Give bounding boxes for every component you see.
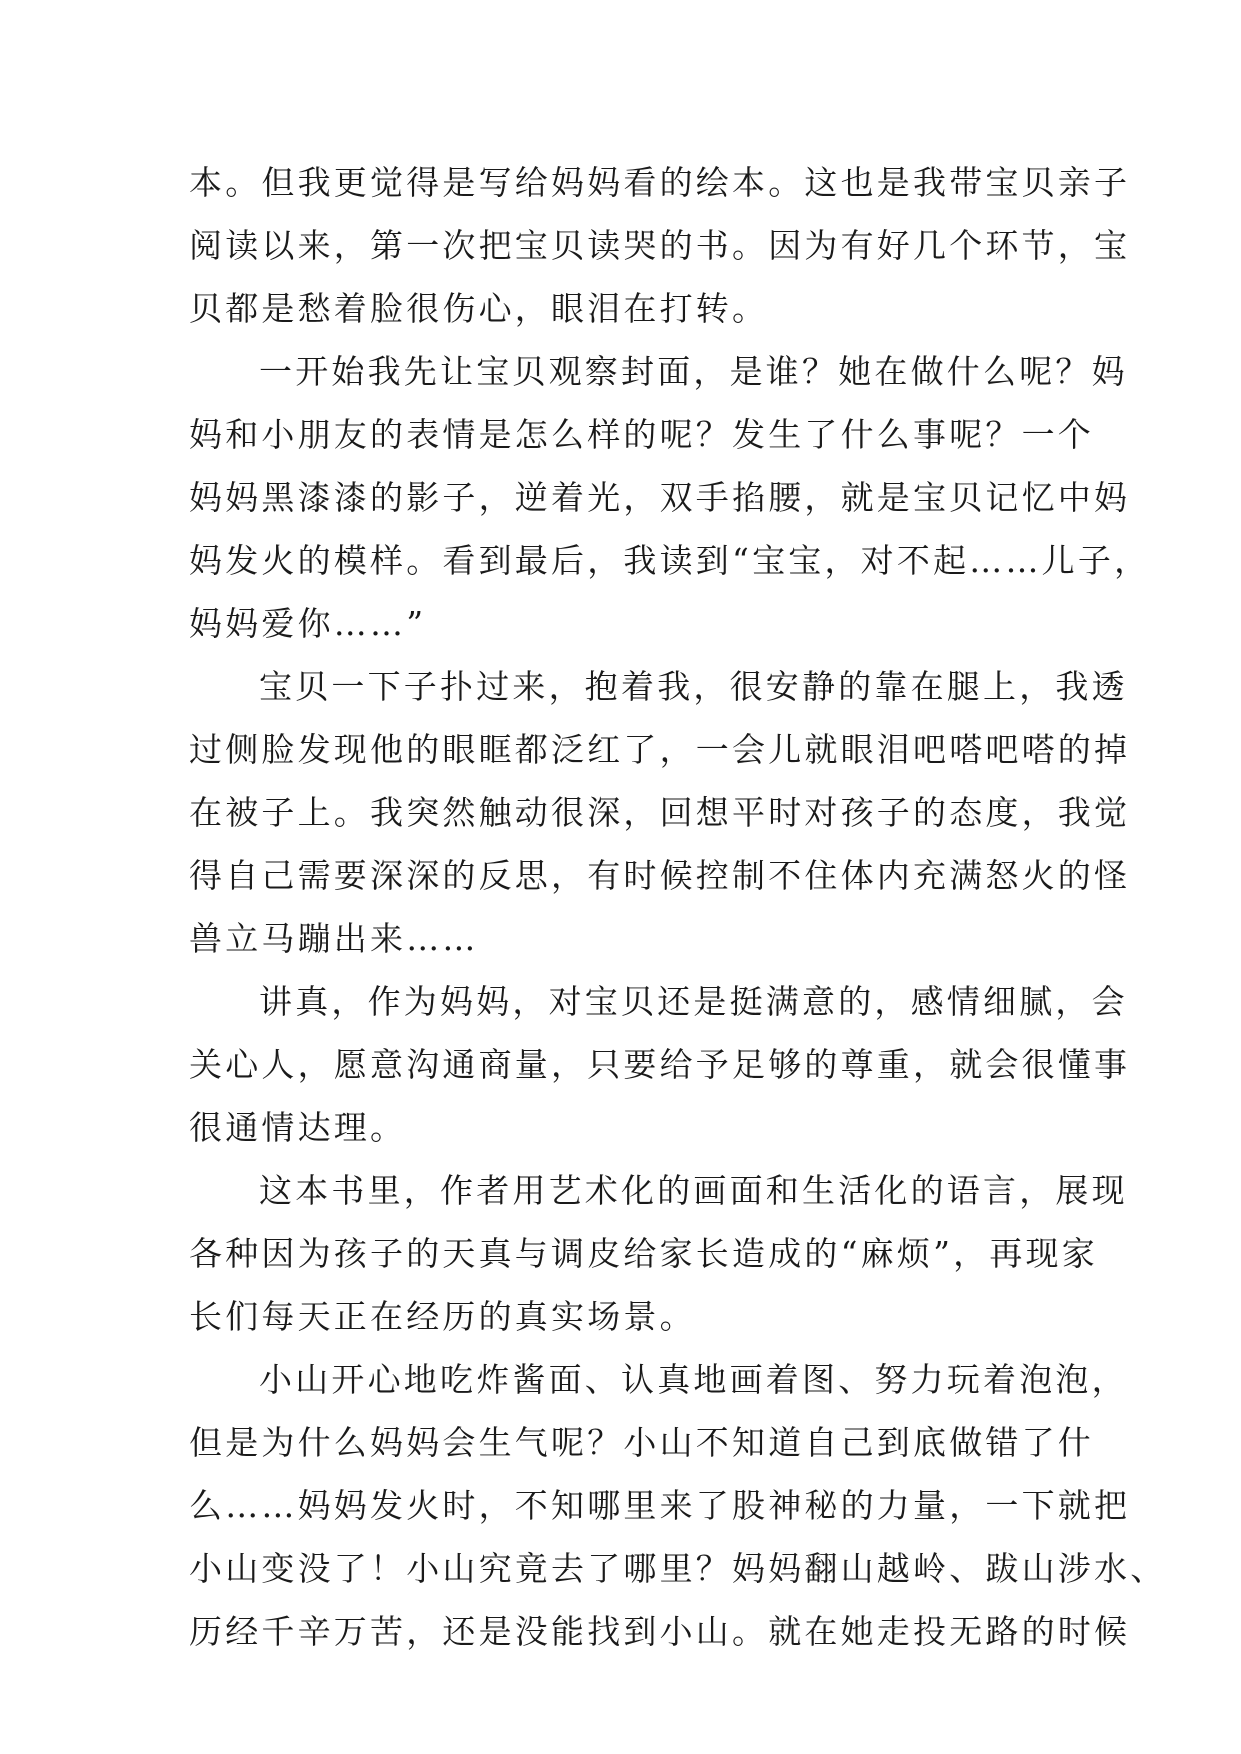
text-line: 历经千辛万苦，还是没能找到小山。就在她走投无路的时候	[189, 1612, 1131, 1651]
text-line: 么……妈妈发火时，不知哪里来了股神秘的力量，一下就把	[189, 1486, 1131, 1525]
text-line: 很通情达理。	[189, 1108, 407, 1147]
text-line: 宝贝一下子扑过来，抱着我，很安静的靠在腿上，我透	[259, 667, 1128, 706]
paragraph	[189, 151, 1131, 340]
text-line: 过侧脸发现他的眼眶都泛红了，一会儿就眼泪吧嗒吧嗒的掉	[189, 730, 1131, 769]
paragraph	[189, 655, 1131, 970]
text-line: 长们每天正在经历的真实场景。	[189, 1297, 696, 1336]
text-line: 妈妈黑漆漆的影子，逆着光，双手掐腰，就是宝贝记忆中妈	[189, 478, 1131, 517]
text-line: 一开始我先让宝贝观察封面，是谁？她在做什么呢？妈	[259, 352, 1128, 391]
text-line: 这本书里，作者用艺术化的画面和生活化的语言，展现	[259, 1171, 1128, 1210]
text-line: 兽立马蹦出来……	[189, 919, 479, 958]
text-line: 妈妈爱你……”	[189, 604, 427, 643]
text-line: 小山开心地吃炸酱面、认真地画着图、努力玩着泡泡，	[259, 1360, 1128, 1399]
text-line: 妈和小朋友的表情是怎么样的呢？发生了什么事呢？一个	[189, 415, 1094, 454]
text-line: 贝都是愁着脸很伤心，眼泪在打转。	[189, 289, 769, 328]
text-line: 阅读以来，第一次把宝贝读哭的书。因为有好几个环节，宝	[189, 226, 1131, 265]
text-line: 在被子上。我突然触动很深，回想平时对孩子的态度，我觉	[189, 793, 1131, 832]
text-line: 本。但我更觉得是写给妈妈看的绘本。这也是我带宝贝亲子	[189, 163, 1131, 202]
paragraph	[189, 1159, 1128, 1348]
body-text	[189, 151, 1167, 1663]
text-line: 小山变没了！小山究竟去了哪里？妈妈翻山越岭、跋山涉水、	[189, 1549, 1167, 1588]
text-line: 讲真，作为妈妈，对宝贝还是挺满意的，感情细腻，会	[259, 982, 1128, 1021]
paragraph	[189, 970, 1131, 1159]
paragraph	[189, 1348, 1167, 1663]
text-line: 各种因为孩子的天真与调皮给家长造成的“麻烦”，再现家	[189, 1234, 1098, 1273]
text-line: 妈发火的模样。看到最后，我读到“宝宝，对不起……儿子，	[189, 541, 1151, 580]
text-line: 但是为什么妈妈会生气呢？小山不知道自己到底做错了什	[189, 1423, 1094, 1462]
paragraph	[189, 340, 1151, 655]
text-line: 关心人，愿意沟通商量，只要给予足够的尊重，就会很懂事	[189, 1045, 1131, 1084]
text-line: 得自己需要深深的反思，有时候控制不住体内充满怒火的怪	[189, 856, 1131, 895]
